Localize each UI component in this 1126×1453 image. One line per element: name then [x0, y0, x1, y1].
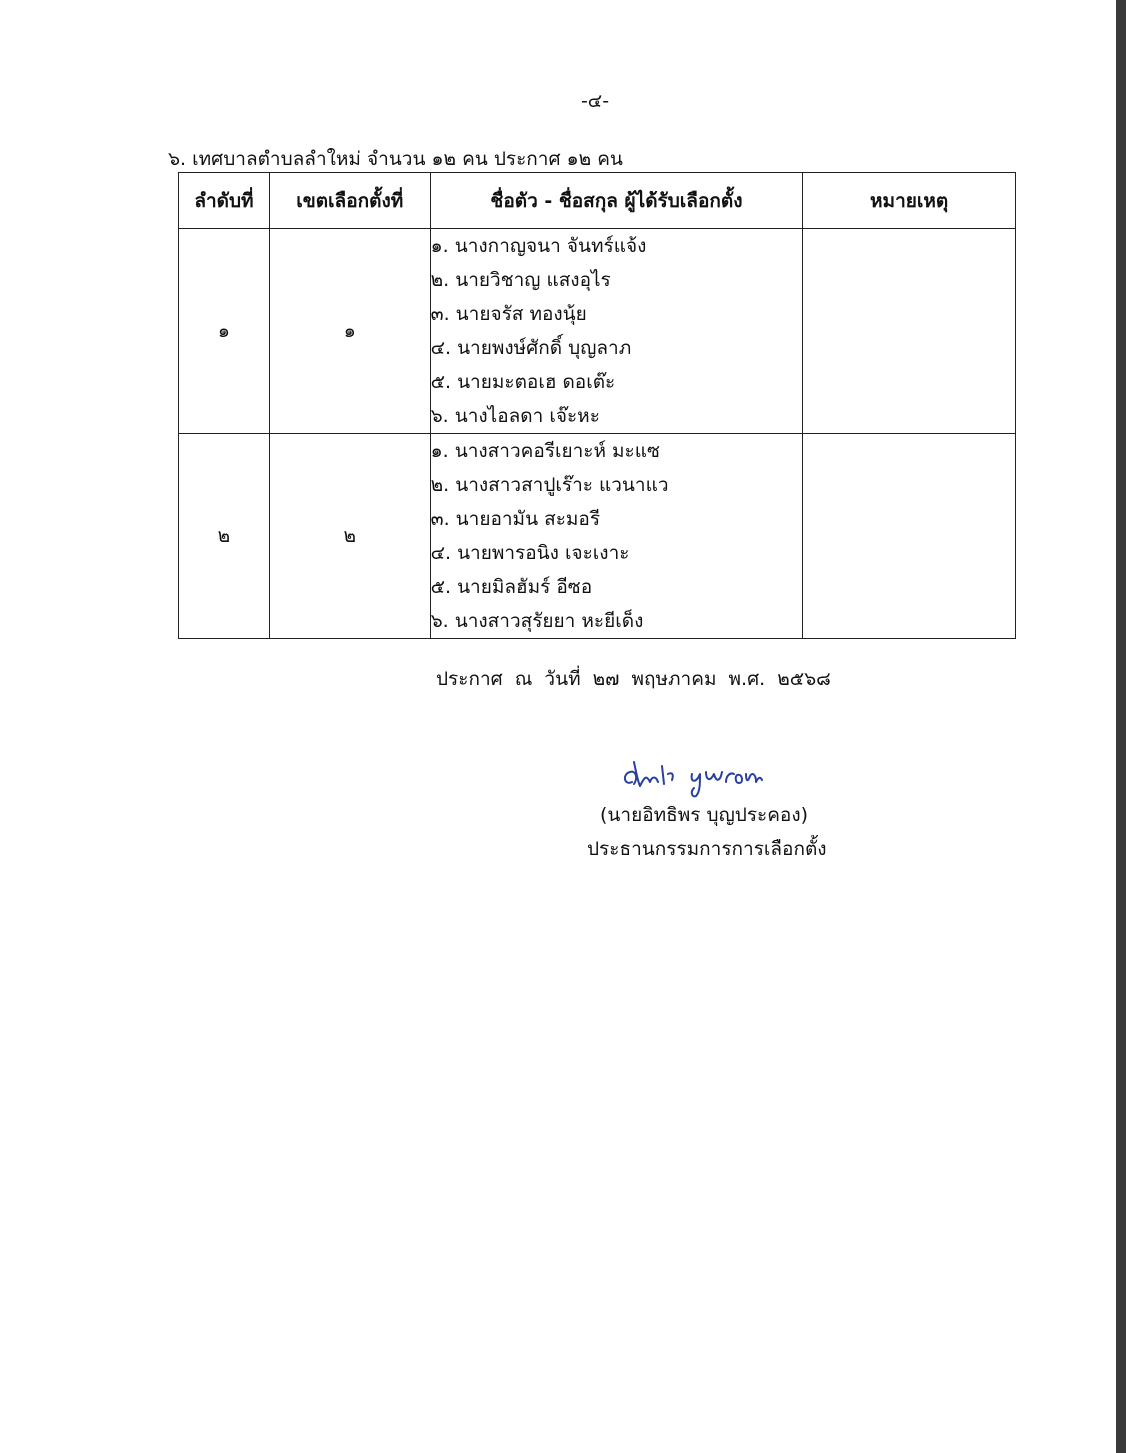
signer-name: (นายอิทธิพร บุญประคอง)	[600, 804, 809, 826]
header-district: เขตเลือกตั้งที่	[269, 173, 430, 229]
elected-name: ๓. นายอามัน สะมอรี	[430, 508, 601, 530]
elected-name: ๕. นายมิลฮัมร์ อีซอ	[430, 576, 593, 598]
handwritten-signature	[618, 752, 768, 802]
elected-name: ๒. นายวิชาญ แสงอุไร	[430, 269, 611, 291]
note-cell	[803, 434, 1016, 639]
names-cell	[430, 434, 803, 639]
viewer-background	[1116, 0, 1126, 1453]
elected-name: ๖. นางสาวสุรัยยา หะยีเด็ง	[430, 610, 644, 632]
section-title: ๖. เทศบาลตำบลลำใหม่ จำนวน ๑๒ คน ประกาศ ๑๒ คน	[168, 148, 623, 170]
district-cell: ๑	[269, 229, 430, 434]
header-order: ลำดับที่	[179, 173, 270, 229]
results-table	[178, 172, 1016, 639]
elected-name: ๕. นายมะตอเฮ ดอเต๊ะ	[430, 371, 616, 393]
elected-name: ๑. นางกาญจนา จันทร์แจ้ง	[430, 235, 647, 257]
page-number: -๔-	[580, 90, 610, 112]
table-row	[179, 229, 1016, 434]
table-row	[179, 434, 1016, 639]
elected-name: ๔. นายพารอนิง เจะเงาะ	[430, 542, 630, 564]
elected-name: ๓. นายจรัส ทองนุ้ย	[430, 303, 587, 325]
note-cell	[803, 229, 1016, 434]
signer-title: ประธานกรรมการการเลือกตั้ง	[587, 838, 827, 860]
table-header-row	[179, 173, 1016, 229]
order-cell: ๒	[179, 434, 270, 639]
header-note: หมายเหตุ	[803, 173, 1016, 229]
district-cell: ๒	[269, 434, 430, 639]
announcement-date: ประกาศ ณ วันที่ ๒๗ พฤษภาคม พ.ศ. ๒๕๖๘	[436, 668, 831, 690]
elected-name: ๔. นายพงษ์ศักดิ์ บุญลาภ	[430, 337, 632, 359]
elected-name: ๒. นางสาวสาปูเร๊าะ แวนาแว	[430, 474, 669, 496]
header-names: ชื่อตัว - ชื่อสกุล ผู้ได้รับเลือกตั้ง	[430, 173, 803, 229]
elected-name: ๖. นางไอลดา เจ๊ะหะ	[430, 405, 600, 427]
names-cell	[430, 229, 803, 434]
elected-name: ๑. นางสาวคอรีเยาะห์ มะแซ	[430, 440, 660, 462]
order-cell: ๑	[179, 229, 270, 434]
